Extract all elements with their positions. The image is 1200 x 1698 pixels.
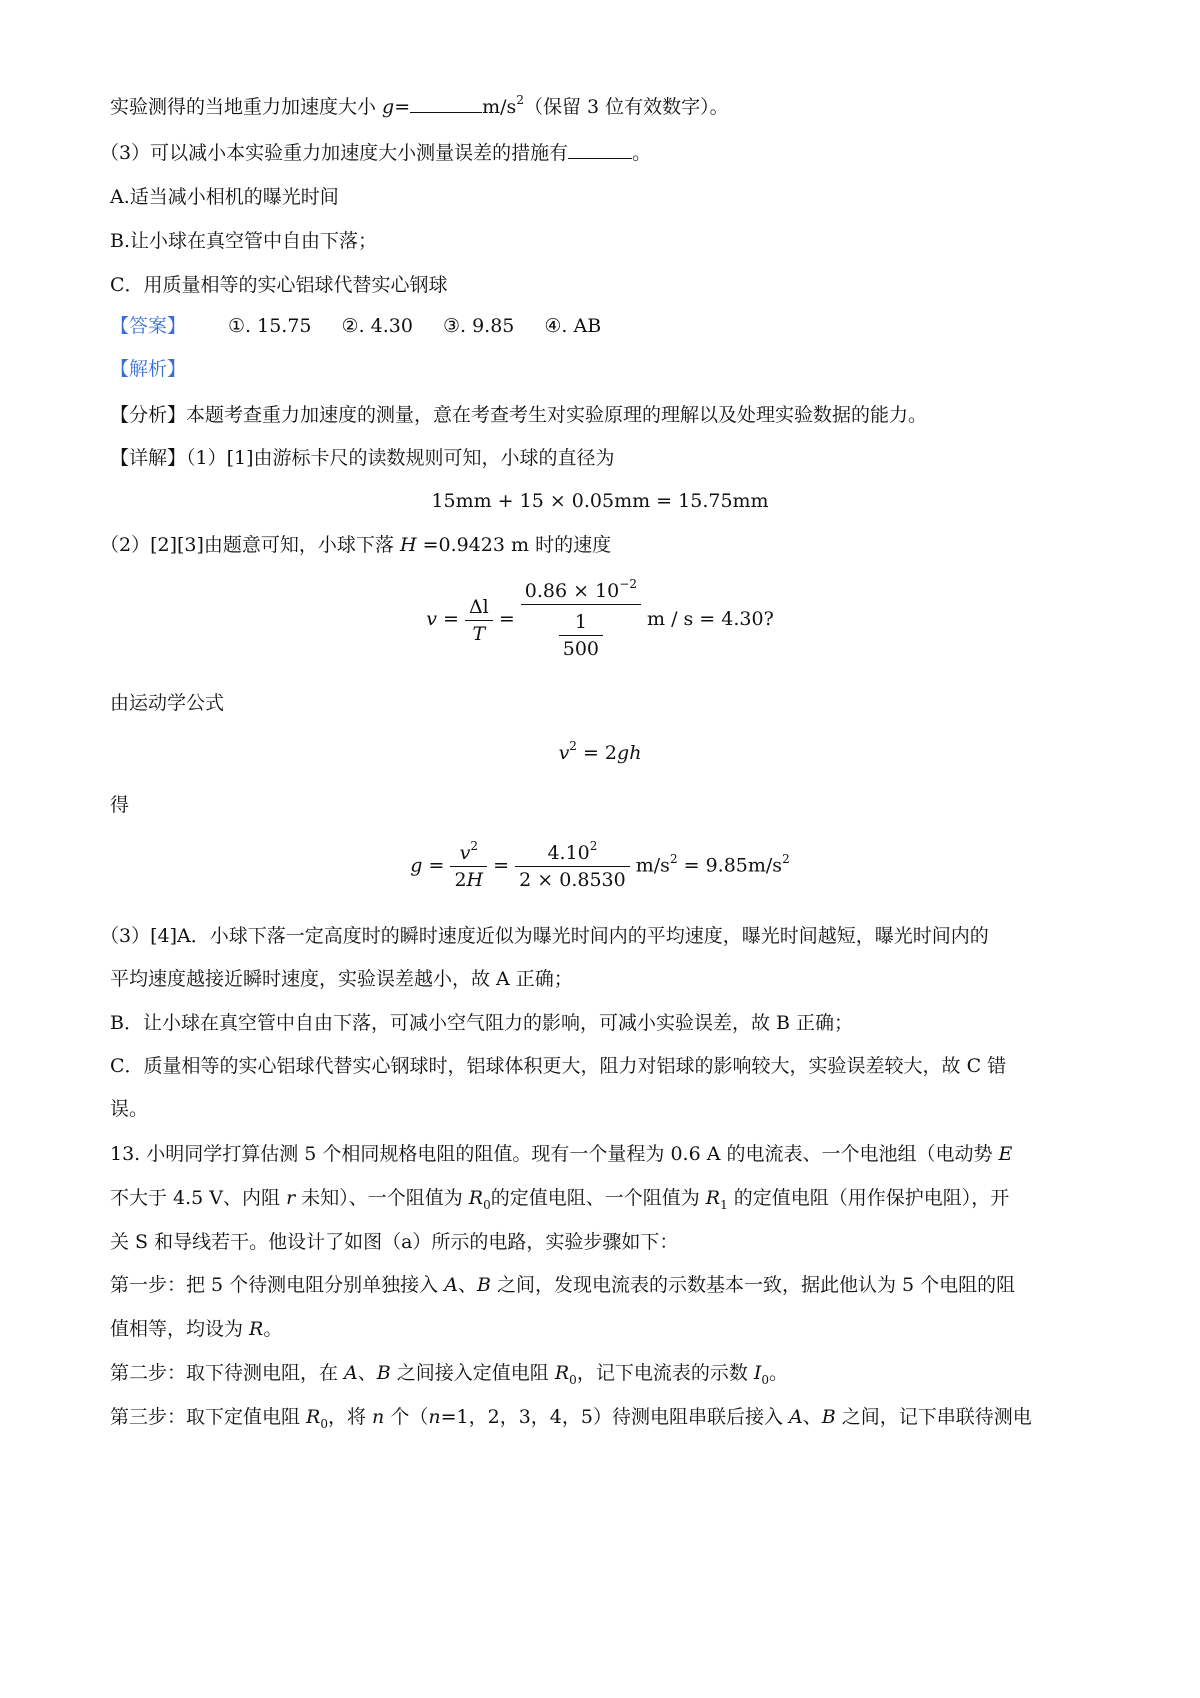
answer-blank xyxy=(568,140,632,159)
analysis-label: 【解析】 xyxy=(110,358,187,380)
answer-blank xyxy=(410,94,482,113)
equation-velocity: v = $\frac{\Delta l}{T}$ = $\frac{0.86 \times 10^{-2}}{\frac{1}{500}}$ m / s = 4.30? xyxy=(426,577,774,660)
equation-kinematics: $v^2 = 2gh$ xyxy=(558,739,642,764)
detail-3c: B．让小球在真空管中自由下落，可减小空气阻力的影响，可减小实验误差，故 B 正确； xyxy=(110,1012,854,1034)
detail-3b: 平均速度越接近瞬时速度，实验误差越小，故 A 正确； xyxy=(110,968,573,990)
detail-3d: C．质量相等的实心铝球代替实心钢球时，铝球体积更大，阻力对铝球的影响较大，实验误差较大，故 C 错 xyxy=(110,1055,1007,1077)
g-result-line: 实验测得的当地重力加速度大小 $g= m/s^2$（保留 3 位有效数字）。 xyxy=(110,93,729,118)
answer-line: 【答案】 ①. 15.75 ②. 4.30 ③. 9.85 ④. AB xyxy=(110,315,602,337)
equation-diameter: 15mm + 15 × 0.05mm = 15.75mm xyxy=(431,490,769,512)
step-1-line2: 值相等，均设为 R。 xyxy=(110,1318,283,1340)
therefore-text: 得 xyxy=(110,794,130,816)
answer-label: 【答案】 xyxy=(110,315,187,337)
equation-gravity: g = $\frac{v^2}{2H}$ = $\frac{4.10^2}{2 \times 0.8530}$ $m/s^2 = 9.85m/s^2$ xyxy=(410,839,790,891)
option-b: B.让小球在真空管中自由下落； xyxy=(110,230,378,252)
detail-3e: 误。 xyxy=(110,1098,149,1120)
detail-2: （2）[2][3]由题意可知，小球下落 H =0.9423 m 时的速度 xyxy=(100,534,612,556)
kinematics-text: 由运动学公式 xyxy=(110,692,225,714)
option-c: C．用质量相等的实心铝球代替实心钢球 xyxy=(110,274,448,296)
option-a: A.适当减小相机的曝光时间 xyxy=(110,186,339,208)
analysis-summary: 【分析】本题考查重力加速度的测量，意在考查考生对实验原理的理解以及处理实验数据的能力。 xyxy=(110,404,928,426)
question-13-line1: 13. 小明同学打算估测 5 个相同规格电阻的阻值。现有一个量程为 0.6 A 的电流表、一个电池组（电动势 E xyxy=(110,1143,1013,1165)
question-13-line3: 关 S 和导线若干。他设计了如图（a）所示的电路，实验步骤如下： xyxy=(110,1231,679,1253)
step-2: 第二步：取下待测电阻，在 A、B 之间接入定值电阻 $R_0$，记下电流表的示数 $I_0$。 xyxy=(110,1362,789,1387)
question-3: （3）可以减小本实验重力加速度大小测量误差的措施有 。 xyxy=(100,142,652,164)
step-3: 第三步：取下定值电阻 $R_0$，将 n 个（n=1，2，3，4，5）待测电阻串联后接入 A、B 之间，记下串联待测电 xyxy=(110,1406,1032,1431)
detail-1: 【详解】（1）[1]由游标卡尺的读数规则可知，小球的直径为 xyxy=(110,447,615,469)
step-1-line1: 第一步：把 5 个待测电阻分别单独接入 A、B 之间，发现电流表的示数基本一致，据此他认为 5 个电阻的阻 xyxy=(110,1274,1016,1296)
question-13-line2: 不大于 4.5 V、内阻 r 未知）、一个阻值为 $R_0$的定值电阻、一个阻值为 $R_1$ 的定值电阻（用作保护电阻），开 xyxy=(110,1187,1010,1212)
detail-3a: （3）[4]A．小球下落一定高度时的瞬时速度近似为曝光时间内的平均速度，曝光时间越短，曝光时间内的 xyxy=(100,925,989,947)
